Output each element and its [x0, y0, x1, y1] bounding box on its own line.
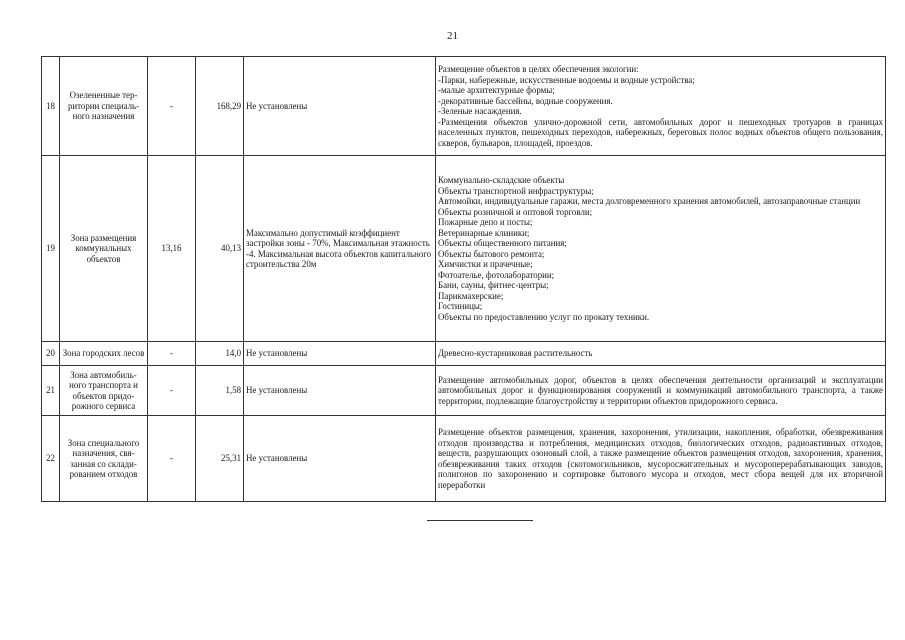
zone-name: Зона специального назначения, свя-занная со склади-рованием отходов: [60, 416, 148, 502]
zone-name: Озелененные тер-ритории специаль-ного назначения: [60, 57, 148, 156]
use-item: Размещение объектов в целях обеспечения экологии:: [438, 64, 639, 74]
row-number: 21: [42, 366, 60, 416]
use-item: Ветеринарные клиники;: [438, 227, 530, 238]
table-row: [42, 366, 886, 416]
use-item: Размещение объектов размещения, хранения, захоронения, утилизации, накопления, обработки, обезвреживания отходов производства и потребления, медицинских отходов, биологических отходов, радиоактивных отходов, веществ, разрушающих озоновый слой, а также размещение объектов размещения отходов, захоронения, хранения, обезвреживания таких отходов (скотомогильников, мусоросжигательных и мусороперерабатывающих заводов, полигонов по захоронению и сортировке бытового мусора и отходов, мест сбора вещей для их вторичной переработки: [438, 427, 883, 490]
use-item: Объекты по предоставлению услуг по прокату техники.: [438, 311, 650, 322]
value-a: -: [148, 57, 196, 156]
row-number: 18: [42, 57, 60, 156]
zones-table: [41, 56, 886, 502]
value-b: 14,0: [196, 342, 244, 366]
parameters: Не установлены: [244, 342, 436, 366]
page-number: 21: [447, 30, 458, 42]
use-item: -декоративные бассейны, водные сооружения.: [438, 95, 613, 106]
use-item: -Парки, набережные, искусственные водоемы и водные устройства;: [438, 74, 695, 85]
permitted-uses: [436, 156, 886, 342]
parameters: Максимально допустимый коэффициент застройки зоны - 70%, Максимальная этажность -4. Максимальная высота объектов капитального строительства 20м: [244, 156, 436, 342]
permitted-uses: [436, 57, 886, 156]
footer-divider: [427, 520, 533, 521]
permitted-uses: [436, 416, 886, 502]
parameters: Не установлены: [244, 366, 436, 416]
parameters: Не установлены: [244, 416, 436, 502]
parameters: Не установлены: [244, 57, 436, 156]
use-item: Объекты транспортной инфраструктуры;: [438, 185, 594, 196]
zone-name: Зона автомобиль-ного транспорта и объектов придо-рожного сервиса: [60, 366, 148, 416]
use-item: Парикмахерские;: [438, 290, 504, 301]
use-item: Объекты бытового ремонта;: [438, 248, 545, 259]
value-a: -: [148, 366, 196, 416]
use-item: Бани, сауны, фитнес-центры;: [438, 280, 549, 290]
zone-name: Зона размещения коммунальных объектов: [60, 156, 148, 342]
use-item: Объекты общественного питания;: [438, 238, 567, 248]
table-row: [42, 156, 886, 342]
use-item: Фотоателье, фотолаборатории;: [438, 269, 555, 280]
use-item: Гостиницы;: [438, 301, 483, 311]
value-b: 168,29: [196, 57, 244, 156]
use-item: -малые архитектурные формы;: [438, 85, 555, 95]
value-b: 25,31: [196, 416, 244, 502]
value-a: -: [148, 342, 196, 366]
table-row: [42, 416, 886, 502]
use-item: Химчистки и прачечные;: [438, 259, 533, 269]
zone-name: Зона городских лесов: [60, 342, 148, 366]
value-a: 13,16: [148, 156, 196, 342]
value-b: 1,58: [196, 366, 244, 416]
use-item: Коммунально-складские объекты: [438, 175, 565, 185]
use-item: Размещение автомобильных дорог, объектов в целях обеспечения деятельности организаций и эксплуатации автомобильных дорог и функционирования сооружений и коммуникаций автомобильного транспорта, а также территории, подлежащие благоустройству и территории объектов придорожного сервиса.: [438, 374, 883, 406]
row-number: 19: [42, 156, 60, 342]
use-item: Древесно-кустарниковая растительность: [438, 348, 593, 359]
row-number: 20: [42, 342, 60, 366]
permitted-uses: [436, 342, 886, 366]
use-item: Пожарные депо и посты;: [438, 217, 533, 227]
value-a: -: [148, 416, 196, 502]
value-b: 40,13: [196, 156, 244, 342]
use-item: Объекты розничной и оптовой торговли;: [438, 206, 593, 217]
table-row: [42, 342, 886, 366]
permitted-uses: [436, 366, 886, 416]
use-item: -Размещения объектов улично-дорожной сети, автомобильных дорог и пешеходных тротуаров в границах населенных пунктов, пешеходных переходов, набережных, береговых полос водных объектов общего пользования, скверов, бульваров, площадей, проездов.: [438, 116, 883, 148]
use-item: -Зеленые насаждения.: [438, 106, 522, 116]
table-row: [42, 57, 886, 156]
row-number: 22: [42, 416, 60, 502]
use-item: Автомойки, индивидуальные гаражи, места долговременного хранения автомобилей, автозаправочные станции: [438, 196, 861, 206]
